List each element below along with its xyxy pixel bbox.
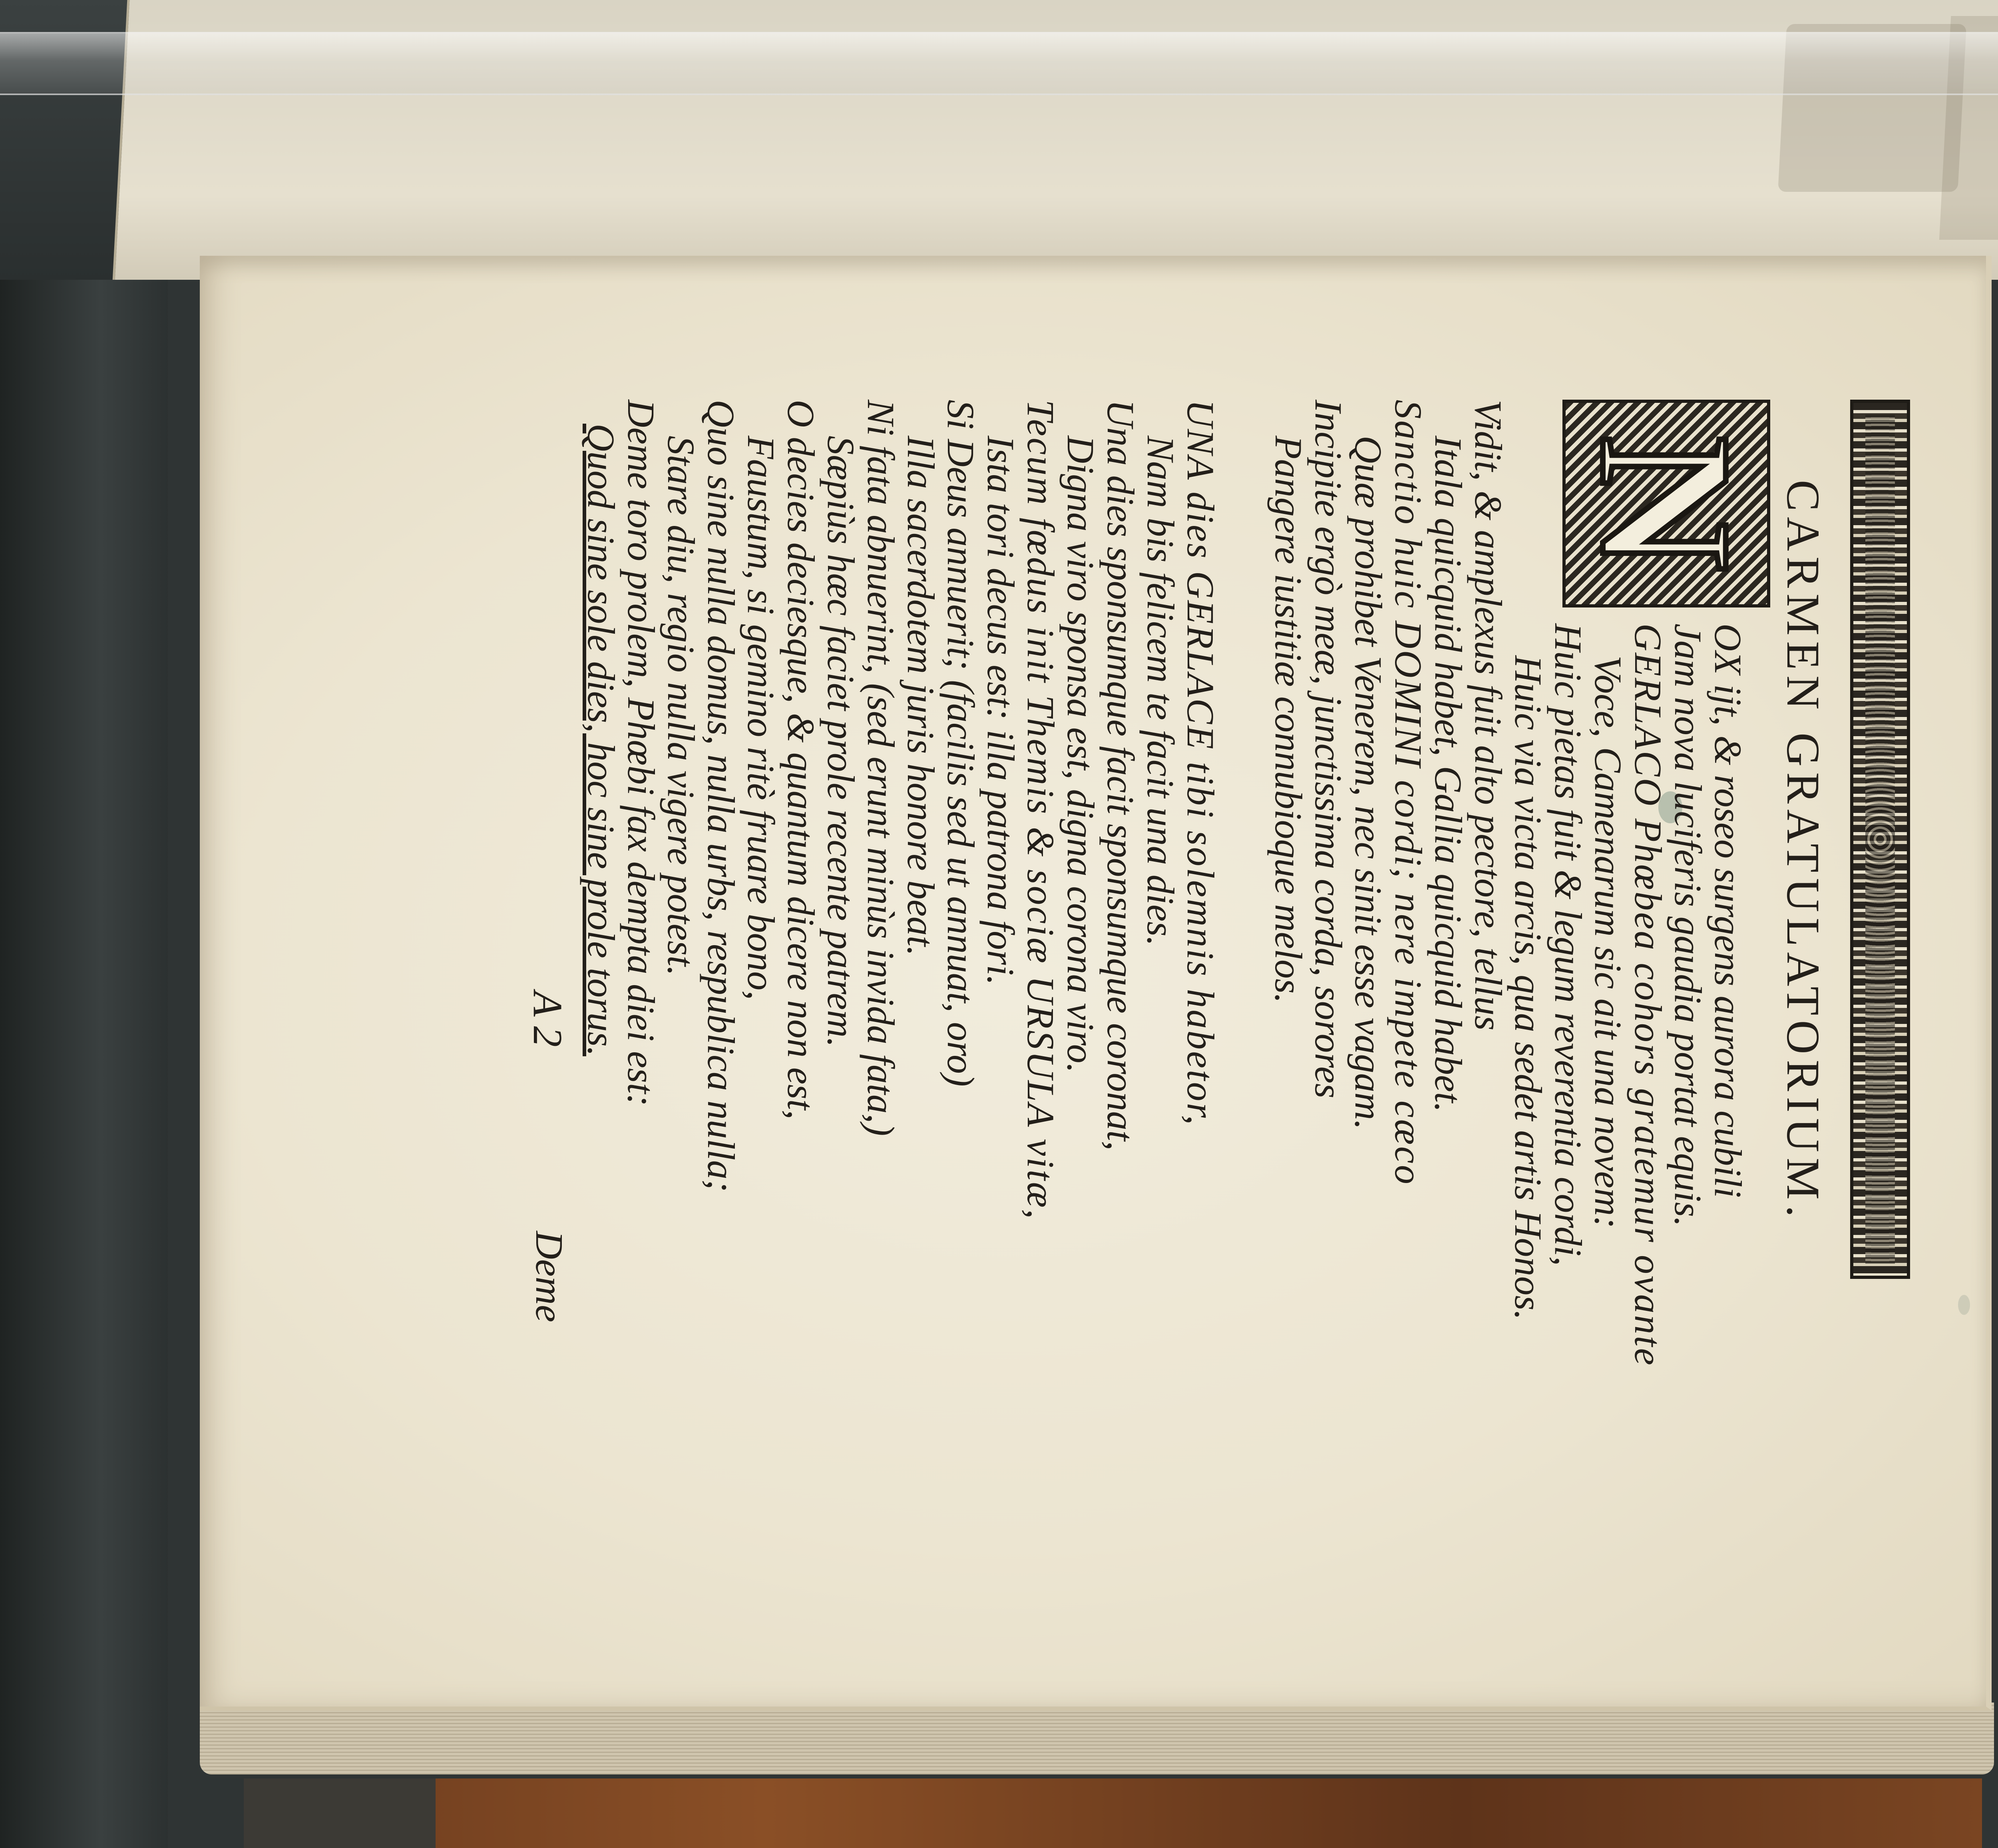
poem-line: Huic pietas fuit & legum reverentia cordi, <box>1547 623 1590 1266</box>
initial-letter-glyph: N <box>1562 436 1771 572</box>
poem-line: Ista tori decus est: illa patrona fori. <box>979 436 1022 986</box>
poem-line: Deme toro prolem, Phœbi fax dempta diei est: <box>620 400 663 1107</box>
signature-mark: A 2 <box>525 991 571 1047</box>
decorated-initial-letter <box>1562 400 1770 607</box>
page-edges <box>200 1703 1994 1774</box>
poem-line: Faustum, si gemino ritè fruare bono, <box>740 436 782 1000</box>
poem-line: Vidit, & amplexus fuit alto pectore, tellus <box>1467 400 1510 1031</box>
poem-line: Si Deus annuerit; (facilis sed ut annuat, oro) <box>939 400 982 1087</box>
poem-line: Quo sine nulla domus, nulla urbs, respublica nulla; <box>700 400 742 1193</box>
poem-line: Illa sacerdotem juris honore beat. <box>899 436 942 956</box>
poem-line: Quod sine sole dies, hoc sine prole torus. <box>580 424 623 1056</box>
poem-line: Voce, Camenarum sic ait una novem: <box>1587 655 1630 1229</box>
headpiece-pattern <box>1865 415 1895 1264</box>
book-cover-edge <box>244 1778 1982 1848</box>
poem-line: Itala quicquid habet, Gallia quicquid habet. <box>1427 436 1470 1113</box>
poem-line: UNA dies GERLACE tibi solemnis habetor, <box>1179 400 1222 1127</box>
spine-fabric <box>244 1778 436 1848</box>
poem-line: OX ijt, & roseo surgens aurora cubili <box>1707 623 1749 1198</box>
catchword: Deme <box>527 1231 571 1322</box>
poem-line: Stare diu, regio nulla vigere potest. <box>660 436 702 976</box>
poem-line: Ni fata abnuerint, (sed erunt minùs invida fata,) <box>860 400 902 1136</box>
rotated-poem-block <box>392 400 1910 1367</box>
poem-line: Sanctio huic DOMINI cordi; nere impete cæco <box>1387 400 1430 1186</box>
poem-line: Una dies sponsumque facit sponsumque coronat, <box>1099 400 1142 1151</box>
poem-line: Pangere iustitiæ connubioque melos. <box>1267 436 1310 1004</box>
poem-line: O decies deciesque, & quantum dicere non est, <box>780 400 822 1120</box>
poem-line: Tecum fœdus init Themis & sociæ URSULA vitæ, <box>1019 400 1062 1221</box>
ornamental-headpiece <box>1850 400 1910 1279</box>
ink-stain <box>1958 1295 1970 1315</box>
poem-line: Huic via victa arcis, qua sedet artis Honos. <box>1507 655 1550 1320</box>
poem-line: Quæ prohibet Venerem, nec sinit esse vagam. <box>1347 436 1390 1130</box>
poem-line: Sæpiùs hæc faciet prole recente patrem. <box>820 436 862 1047</box>
poem-line: Nam bis felicem te facit una dies. <box>1139 436 1182 946</box>
poem-title: CARMEN GRATULATORIUM. <box>1777 480 1829 1223</box>
poem-line: GERLACO Phœbea cohors gratemur ovante <box>1627 623 1670 1367</box>
poem-line: Digna viro sponsa est, digna corona viro. <box>1059 436 1102 1073</box>
poem-line: Jam nova luciferis gaudia portat equis. <box>1667 623 1709 1227</box>
glass-holding-rod <box>0 32 1998 95</box>
poem-line: Incipite ergò meæ, junctissima corda, sorores <box>1307 400 1350 1099</box>
